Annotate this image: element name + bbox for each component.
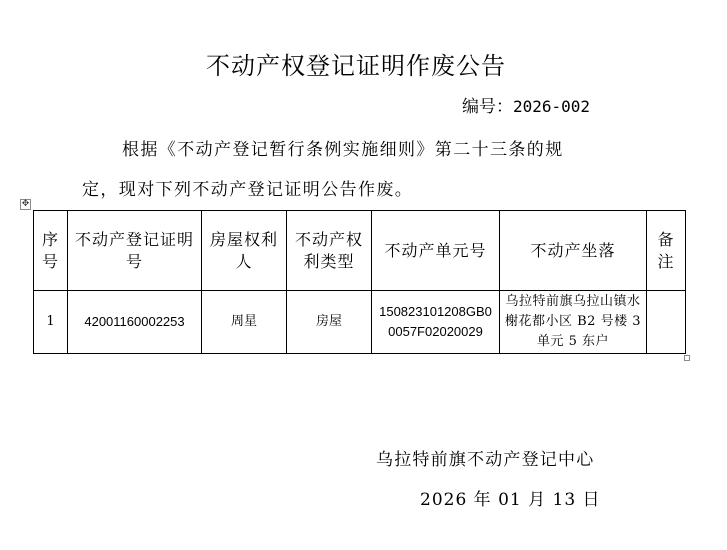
document-number <box>462 95 590 119</box>
cell-remark <box>647 291 686 354</box>
notice-paragraph-line-1: 根据《不动产登记暂行条例实施细则》第二十三条的规 <box>122 140 564 160</box>
header-right-type: 不动产权利类型 <box>287 211 372 291</box>
table-header-row <box>34 211 686 291</box>
header-cert-no: 不动产登记证明号 <box>68 211 202 291</box>
cell-holder: 周星 <box>202 291 287 354</box>
table-row <box>34 291 686 354</box>
header-seq: 序号 <box>34 211 68 291</box>
move-arrows-icon[interactable]: ✥ <box>21 199 30 209</box>
resize-handle-icon[interactable] <box>684 355 690 361</box>
cell-unit-no: 150823101208GB00057F02020029 <box>372 291 500 354</box>
cell-seq: 1 <box>34 291 68 354</box>
header-holder: 房屋权利人 <box>202 211 287 291</box>
cell-location: 乌拉特前旗乌拉山镇水榭花都小区 B2 号楼 3 单元 5 东户 <box>500 291 647 354</box>
notice-table <box>33 210 686 354</box>
cell-right-type: 房屋 <box>287 291 372 354</box>
header-remark: 备注 <box>647 211 686 291</box>
issuing-agency: 乌拉特前旗不动产登记中心 <box>376 450 595 470</box>
header-location: 不动产坐落 <box>500 211 647 291</box>
issue-date: 2026 年 01 月 13 日 <box>420 490 601 510</box>
cell-cert-no: 42001160002253 <box>68 291 202 354</box>
document-number-label: 编号： <box>462 97 513 117</box>
document-number-value: 2026-002 <box>513 97 591 116</box>
page-title: 不动产权登记证明作废公告 <box>206 52 506 80</box>
notice-paragraph-line-2: 定，现对下列不动产登记证明公告作废。 <box>82 180 414 200</box>
header-unit-no: 不动产单元号 <box>372 211 500 291</box>
